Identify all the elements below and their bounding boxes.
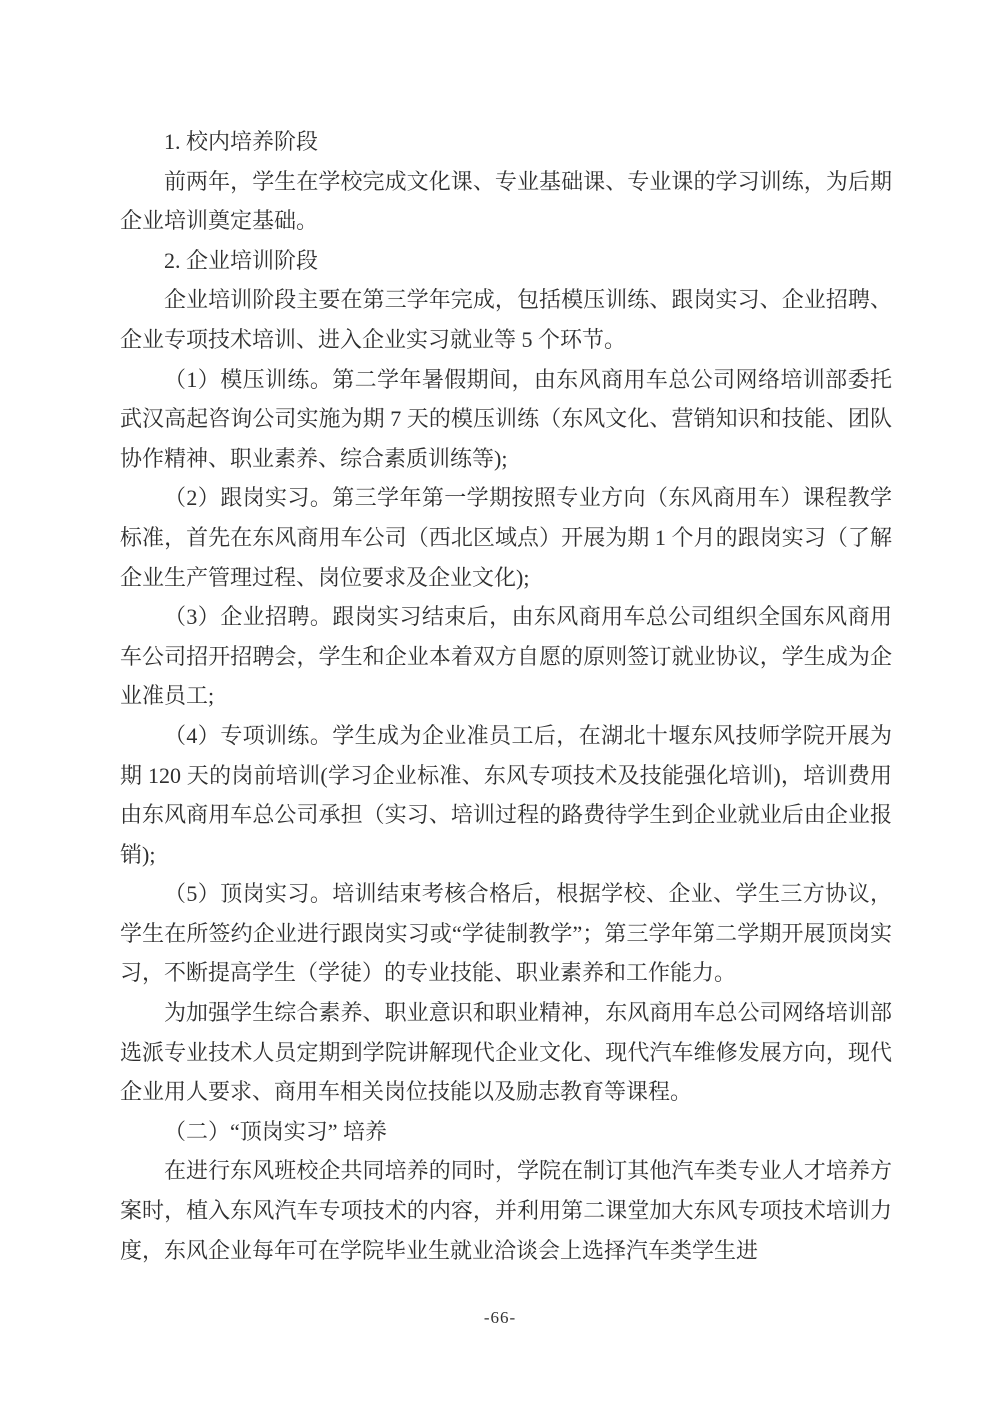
numbered-heading-1: 1. 校内培养阶段	[164, 129, 319, 154]
numbered-heading-2: 2. 企业培训阶段	[164, 247, 319, 273]
document-body	[120, 122, 892, 1270]
paragraph-dongfeng-class: 在进行东风班校企共同培养的同时，学院在制订其他汽车类专业人才培养方案时，植入东风汽车专项技术的内容，并利用第二课堂加大东风专项技术培训力度，东风企业每年可在学院毕业生就业洽谈会上选择汽车类学生进	[120, 1158, 892, 1263]
paragraph-item-1-moya-training: （1）模压训练。第二学年暑假期间，由东风商用车总公司网络培训部委托武汉高起咨询公司实施为期 7 天的模压训练（东风文化、营销知识和技能、团队协作精神、职业素养、综合素质训练等);	[120, 366, 892, 471]
paragraph-item-4-special-training: （4）专项训练。学生成为企业准员工后，在湖北十堰东风技师学院开展为期 120 天的岗前培训(学习企业标准、东风专项技术及技能强化培训)，培训费用由东风商用车总公司承担（实习、培训过程的路费待学生到企业就业后由企业报销);	[120, 722, 892, 867]
paragraph-quality-courses: 为加强学生综合素养、职业意识和职业精神，东风商用车总公司网络培训部选派专业技术人员定期到学院讲解现代企业文化、现代汽车维修发展方向，现代企业用人要求、商用车相关岗位技能以及励志教育等课程。	[120, 1000, 892, 1105]
paragraph-item-5-post-internship: （5）顶岗实习。培训结束考核合格后，根据学校、企业、学生三方协议，学生在所签约企业进行跟岗实习或“学徒制教学”；第三学年第二学期开展顶岗实习，不断提高学生（学徒）的专业技能、职业素养和工作能力。	[120, 881, 892, 986]
paragraph-item-2-shadowing-internship: （2）跟岗实习。第三学年第一学期按照专业方向（东风商用车）课程教学标准，首先在东风商用车公司（西北区域点）开展为期 1 个月的跟岗实习（了解企业生产管理过程、岗位要求及企业文化);	[120, 485, 892, 590]
page-number: -66-	[483, 1308, 517, 1327]
paragraph-item-3-enterprise-recruitment: （3）企业招聘。跟岗实习结束后，由东风商用车总公司组织全国东风商用车公司招开招聘会，学生和企业本着双方自愿的原则签订就业协议，学生成为企业准员工;	[120, 604, 892, 709]
section-heading-2: （二）“顶岗实习” 培养	[164, 1118, 388, 1144]
paragraph-school-phase: 前两年，学生在学校完成文化课、专业基础课、专业课的学习训练，为后期企业培训奠定基础。	[120, 168, 892, 234]
paragraph-enterprise-phase: 企业培训阶段主要在第三学年完成，包括模压训练、跟岗实习、企业招聘、企业专项技术培训、进入企业实习就业等 5 个环节。	[120, 287, 892, 352]
